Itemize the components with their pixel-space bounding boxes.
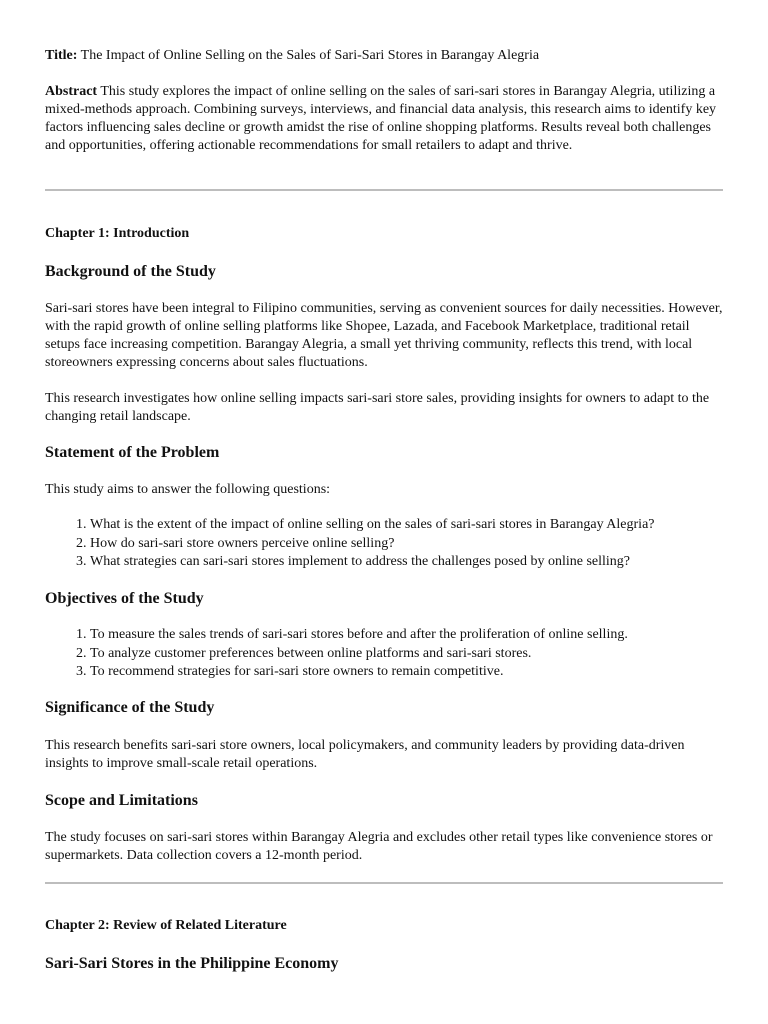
abstract bbox=[45, 83, 723, 155]
list-item: 2. How do sari-sari store owners perceive online selling? bbox=[90, 535, 768, 554]
chapter-1-heading: Chapter 1: Introduction bbox=[45, 226, 190, 241]
list-item: 1. What is the extent of the impact of online selling on the sales of sari-sari stores in Barangay Alegria? bbox=[90, 516, 768, 535]
list-item: 3. To recommend strategies for sari-sari store owners to remain competitive. bbox=[90, 663, 768, 682]
significance-paragraph: This research benefits sari-sari store owners, local policymakers, and community leaders by providing data-driven insights to improve small-scale retail operations. bbox=[45, 738, 685, 771]
problem-list bbox=[45, 516, 768, 572]
title-label: Title: bbox=[45, 48, 78, 63]
abstract-text: This study explores the impact of online selling on the sales of sari-sari stores in Barangay Alegria, utilizing a mixed-methods approach. Combining surveys, interviews, and financial data analysis, this research aims to identify key factors influencing sales decline or growth amidst the rise of online shopping platforms. Results reveal both challenges and opportunities, offering actionable recommendations for small retailers to adapt and thrive. bbox=[45, 84, 717, 153]
list-item: 2. To analyze customer preferences between online platforms and sari-sari stores. bbox=[90, 645, 768, 664]
scope-paragraph: The study focuses on sari-sari stores within Barangay Alegria and excludes other retail types like convenience stores or supermarkets. Data collection covers a 12-month period. bbox=[45, 830, 713, 863]
background-paragraph-1: Sari-sari stores have been integral to Filipino communities, serving as convenient sources for daily necessities. However, with the rapid growth of online selling platforms like Shopee, Lazada, and Facebook Marketplace, traditional retail setups face increasing competition. Barangay Alegria, a small yet thriving community, reflects this trend, with local storeowners expressing concerns about sales fluctuations. bbox=[45, 301, 723, 370]
background-heading: Background of the Study bbox=[45, 263, 216, 280]
scope-heading: Scope and Limitations bbox=[45, 792, 198, 809]
title-text: The Impact of Online Selling on the Sales of Sari-Sari Stores in Barangay Alegria bbox=[80, 48, 540, 63]
significance-heading: Significance of the Study bbox=[45, 699, 215, 716]
background-paragraph-2: This research investigates how online selling impacts sari-sari store sales, providing insights for owners to adapt to the changing retail landscape. bbox=[45, 391, 710, 424]
list-item: 1. To measure the sales trends of sari-sari stores before and after the proliferation of online selling. bbox=[90, 626, 768, 645]
divider bbox=[45, 882, 723, 884]
divider bbox=[45, 189, 723, 191]
objectives-heading: Objectives of the Study bbox=[45, 590, 204, 607]
paper-title bbox=[45, 47, 723, 65]
section-heading: Sari-Sari Stores in the Philippine Economy bbox=[45, 955, 339, 972]
abstract-label: Abstract bbox=[45, 84, 98, 99]
objectives-list bbox=[45, 626, 768, 682]
chapter-2-heading: Chapter 2: Review of Related Literature bbox=[45, 918, 287, 933]
problem-intro: This study aims to answer the following questions: bbox=[45, 482, 331, 497]
list-item: 3. What strategies can sari-sari stores implement to address the challenges posed by online selling? bbox=[90, 553, 768, 572]
problem-heading: Statement of the Problem bbox=[45, 444, 220, 461]
